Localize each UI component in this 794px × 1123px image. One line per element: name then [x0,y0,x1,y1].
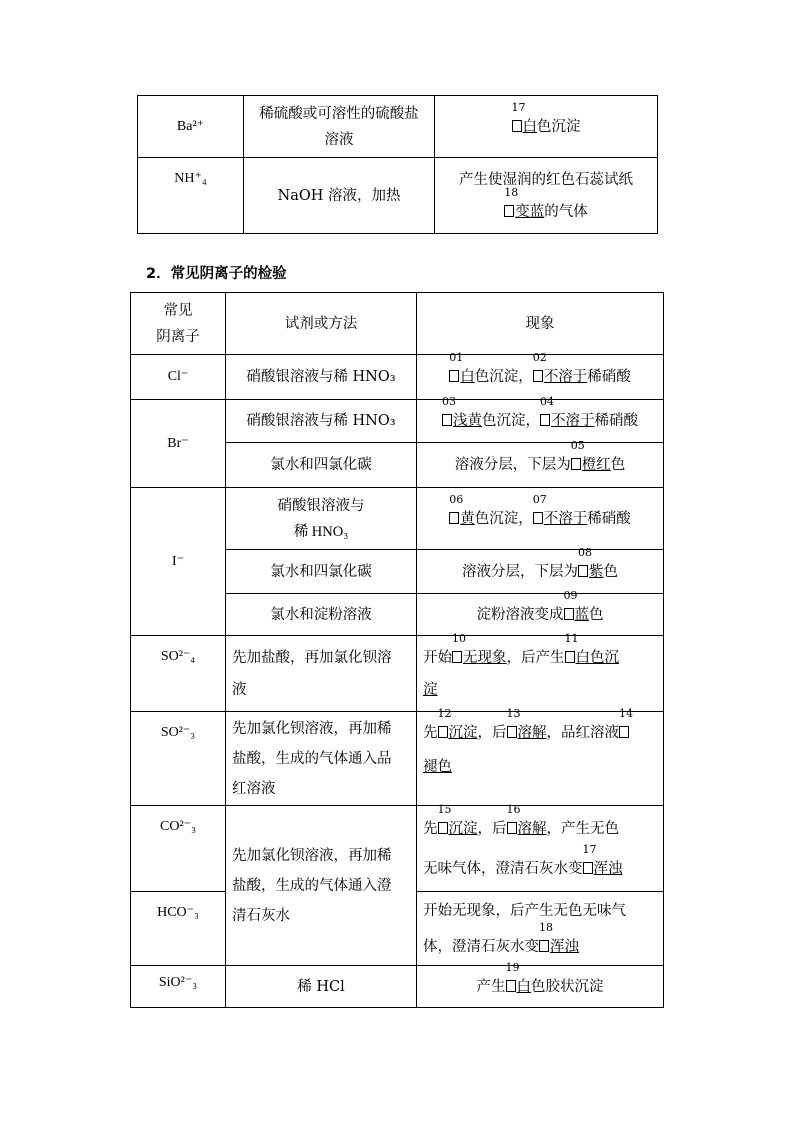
reagent-text: 氯水和四氯化碳 [270,457,372,473]
table-row [131,966,664,1008]
answer-mark [449,351,475,390]
answer-number: 15 [437,802,452,816]
header-text: 试剂或方法 [284,315,358,332]
reagent-cell [226,636,417,712]
answer-box-icon [507,726,517,738]
answer-box-icon [449,512,459,524]
reagent-cell [244,96,435,158]
answer-box-icon [512,120,522,132]
phenomenon-cell [435,158,658,234]
ion-cell [131,712,226,806]
answer-mark [532,351,588,390]
reagent-text: 清石灰水 [232,907,290,924]
ion-label: Ba²⁺ [176,118,205,134]
answer-mark [452,631,507,671]
answer-box-icon [539,940,549,952]
phenomenon-text: 开始无现象，后产生无色无味气 [423,902,626,919]
answer-box-icon [442,414,452,426]
answer-mark [506,802,547,842]
phenomenon-text: 溶液分层，下层为 [454,457,571,473]
table-row [131,355,664,400]
header-reagent [226,293,417,355]
answer-box-icon [506,980,516,992]
table-row [131,636,664,712]
phenomenon-text: 色沉淀， [474,510,533,527]
answer-mark [564,631,620,671]
answer-box-icon [540,414,550,426]
answer-mark [578,545,604,585]
phenomenon-text: ，产生无色 [546,820,619,837]
reagent-text: 氯水和四氯化碳 [270,563,372,580]
reagent-text: 氯水和淀粉溶液 [270,606,372,623]
header-text: 常见 [163,302,193,319]
phenomenon-cell [417,588,664,636]
answer-text: 浅黄 [453,413,482,429]
answer-text: 沉淀 [448,820,478,837]
ion-label: SO²⁻₄ [160,649,196,664]
phenomenon-text: 的气体 [544,203,588,220]
answer-mark [504,185,545,225]
ion-label: HCO⁻₃ [157,905,199,920]
table-row [131,806,664,892]
reagent-text: 液 [232,681,247,698]
reagent-text: 先加盐酸，再加氯化钡溶 [232,649,392,666]
answer-number: 09 [563,588,578,602]
phenomenon-cell [417,802,664,892]
answer-text: 褪色 [423,759,452,775]
answer-text: 淀 [423,681,438,698]
answer-text: 白 [460,369,475,385]
phenomenon-cell [417,707,664,806]
ion-label: NH⁺₄ [174,171,207,186]
ion-cell [131,355,226,400]
anion-table [130,292,664,1008]
ion-label: I⁻ [171,553,185,569]
answer-mark [505,960,532,1000]
answer-number: 07 [532,492,547,506]
header-phenomenon [417,293,664,355]
reagent-cell [226,806,417,966]
reagent-text: 硝酸银溶液与稀 HNO₃ [246,413,396,429]
reagent-text: 先加氯化钡溶液，再加稀 [232,720,392,737]
answer-number: 17 [582,842,597,856]
header-text: 阴离子 [156,328,200,345]
answer-text: 白 [522,118,537,135]
phenomenon-text: 稀硝酸 [587,510,631,527]
reagent-cell [226,400,417,443]
phenomenon-text: 淀粉溶液变成 [476,606,564,623]
answer-mark [449,492,475,532]
answer-text: 沉淀 [448,725,478,741]
answer-text: 变蓝 [515,203,545,220]
answer-mark [540,395,595,434]
phenomenon-text: 开始 [423,649,452,666]
ion-cell [131,488,226,636]
phenomenon-cell [417,631,664,712]
ion-cell [138,96,244,158]
phenomenon-text: 色沉淀 [537,118,581,135]
answer-number: 08 [578,545,592,559]
answer-text: 不溶于 [551,413,595,429]
answer-number: 18 [539,920,553,934]
phenomenon-text: 色 [603,563,618,580]
reagent-text: 硝酸银溶液与稀 HNO₃ [246,369,396,385]
answer-number: 11 [564,631,579,645]
answer-number: 05 [570,439,585,452]
table-row [138,96,658,158]
answer-text: 溶解 [517,725,547,741]
phenomenon-text: ，后 [477,725,507,741]
answer-text: 不溶于 [543,369,588,385]
answer-box-icon [438,726,448,738]
phenomenon-text: ，后 [477,820,507,837]
reagent-text: 硝酸银溶液与 [277,497,365,514]
reagent-text: NaOH 溶液，加热 [277,187,401,204]
answer-mark [539,920,579,960]
reagent-cell [226,550,417,594]
phenomenon-text: 稀硝酸 [587,369,631,385]
answer-number: 04 [540,395,554,408]
section-title: 2．常见阴离子的检验 [146,266,287,282]
reagent-cell [226,966,417,1008]
header-text: 现象 [525,315,555,332]
answer-number: 12 [437,707,452,720]
answer-text: 橙红 [581,457,611,473]
answer-number: 14 [619,707,633,720]
answer-mark [506,707,547,746]
phenomenon-text: 色沉淀， [482,413,540,429]
answer-box-icon [564,608,574,620]
reagent-text: 先加氯化钡溶液，再加稀 [232,847,392,864]
reagent-text: 盐酸，生成的气体通入品 [232,750,392,767]
phenomenon-cell [417,488,664,550]
answer-number: 17 [511,100,526,114]
ion-label: SiO²⁻₃ [158,975,198,990]
phenomenon-cell [417,395,664,443]
ion-label: CO²⁻₃ [160,819,196,834]
answer-text: 白 [516,978,531,995]
answer-text: 浑浊 [593,860,623,877]
answer-box-icon [504,205,514,217]
ion-cell [131,806,226,892]
phenomenon-cell [435,96,658,158]
answer-box-icon [452,651,462,663]
answer-box-icon [449,370,459,382]
answer-box-icon [583,862,593,874]
table-row [131,488,664,550]
reagent-text: 稀 HNO₃ [293,523,349,540]
reagent-cell [226,488,417,550]
phenomenon-cell [417,439,664,488]
answer-number: 06 [449,492,464,506]
answer-box-icon [578,565,588,577]
answer-box-icon [438,822,448,834]
answer-text: 紫 [589,563,604,580]
reagent-text: 稀 HCl [297,978,345,995]
ion-cell [131,400,226,488]
ion-label: Cl⁻ [167,369,189,384]
answer-mark [511,100,538,140]
table-row [131,400,664,443]
cation-table [137,95,658,234]
answer-box-icon [571,458,581,470]
phenomenon-text: 稀硝酸 [594,413,638,429]
ion-label: SO²⁻₃ [160,725,196,740]
answer-text: 黄 [460,510,475,527]
reagent-text: 盐酸，生成的气体通入澄 [232,877,392,894]
answer-number: 03 [442,395,456,408]
answer-mark [582,842,623,882]
answer-text: 无现象 [463,649,507,666]
phenomenon-text: 色沉淀， [474,369,533,385]
phenomenon-text: 先 [423,725,438,741]
answer-mark [437,802,478,842]
answer-number: 16 [506,802,521,816]
answer-number: 01 [449,351,464,364]
phenomenon-text: 溶液分层，下层为 [462,563,578,580]
phenomenon-cell [417,351,664,400]
phenomenon-cell [417,545,664,594]
reagent-cell [226,355,417,400]
phenomenon-text: 先 [423,820,438,837]
answer-mark [532,492,588,532]
phenomenon-text: 体，澄清石灰水变 [423,938,539,955]
table-row [131,712,664,806]
answer-number: 02 [532,351,547,364]
answer-text: 不溶于 [543,510,588,527]
table-header-row [131,293,664,355]
phenomenon-text: ，品红溶液 [546,725,619,741]
answer-text: 蓝 [574,606,589,623]
answer-mark [437,707,478,746]
reagent-cell [226,712,417,806]
phenomenon-text: 产生使湿润的红色石蕊试纸 [459,171,633,188]
ion-label: Br⁻ [167,435,189,451]
phenomenon-cell [417,960,664,1008]
answer-number: 19 [505,960,520,974]
answer-box-icon [533,370,543,382]
reagent-text: 稀硫酸或可溶性的硫酸盐 [259,105,419,122]
answer-number: 18 [504,185,519,199]
answer-box-icon [565,651,575,663]
answer-box-icon [619,726,629,738]
phenomenon-text: 色胶状沉淀 [531,978,604,995]
answer-mark [563,588,590,628]
ion-cell [131,966,226,1008]
answer-text: 浑浊 [550,938,579,955]
reagent-cell [226,594,417,636]
answer-text: 白色沉 [575,649,619,666]
ion-cell [131,892,226,966]
ion-cell [138,158,244,234]
phenomenon-text: 无味气体，澄清石灰水变 [423,860,583,877]
reagent-text: 红溶液 [232,780,276,797]
answer-mark [570,439,611,478]
answer-text: 溶解 [517,820,547,837]
phenomenon-text: 色 [610,457,626,473]
answer-number: 13 [506,707,521,720]
phenomenon-cell [417,892,664,966]
ion-cell [131,636,226,712]
table-row [138,158,658,234]
answer-mark [442,395,482,434]
answer-mark [619,707,633,746]
header-ion [131,293,226,355]
reagent-cell [226,443,417,488]
reagent-text: 溶液 [324,131,354,148]
phenomenon-text: ，后产生 [506,649,565,666]
answer-box-icon [533,512,543,524]
phenomenon-text: 色 [589,606,604,623]
reagent-cell [244,158,435,234]
phenomenon-text: 产生 [476,978,506,995]
answer-box-icon [507,822,517,834]
answer-number: 10 [452,631,466,645]
